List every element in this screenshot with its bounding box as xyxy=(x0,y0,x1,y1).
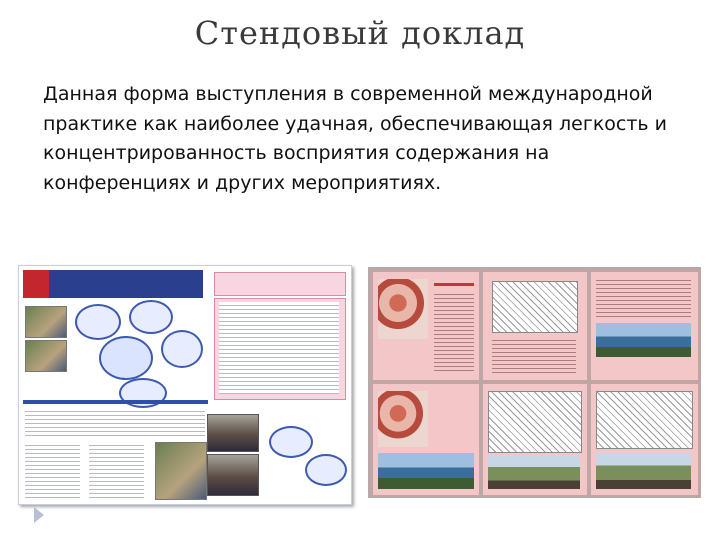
poster-bubble xyxy=(161,330,203,368)
poster-landscape-photo xyxy=(378,453,474,489)
poster-landscape-photo xyxy=(596,453,691,489)
poster-text-block xyxy=(89,442,144,498)
poster-photo-left xyxy=(18,265,352,505)
poster-sketch xyxy=(492,281,578,333)
poster-bubble xyxy=(75,304,121,340)
poster-landscape-photo xyxy=(596,323,691,357)
poster-text-block xyxy=(219,302,339,394)
bullet-arrow-icon xyxy=(34,507,44,523)
poster-group-photo xyxy=(207,414,259,452)
poster-photo-thumb xyxy=(25,306,67,338)
poster-divider xyxy=(23,400,208,404)
poster-bubble xyxy=(305,454,347,486)
poster-map xyxy=(378,279,428,339)
poster-bubble xyxy=(269,426,313,458)
poster-group-photo xyxy=(207,454,259,496)
poster-bubble xyxy=(99,336,153,380)
poster-photo-thumb xyxy=(25,340,67,372)
slide-title: Стендовый доклад xyxy=(194,14,526,52)
poster-header-bar xyxy=(23,270,203,298)
poster-logo xyxy=(23,270,49,298)
poster-text-block xyxy=(492,337,576,373)
poster-text-block xyxy=(596,277,691,317)
poster-text-block xyxy=(25,408,205,438)
poster-photo-right xyxy=(368,267,701,498)
poster-label-box xyxy=(214,272,346,296)
poster-title-line xyxy=(434,283,474,286)
slide-body-text: Данная форма выступления в современной международной практике как наиболее удачная, обеспечивающая легкость и концентрированность восприятия содержания на конференциях и других мероприятиях. xyxy=(43,83,668,194)
poster-landscape-photo xyxy=(488,455,580,489)
poster-map xyxy=(378,391,428,447)
poster-sketch xyxy=(596,391,693,449)
poster-bubble xyxy=(129,300,173,334)
poster-sketch xyxy=(488,391,582,453)
poster-text-block xyxy=(25,442,80,498)
poster-photo-thumb xyxy=(155,442,207,500)
poster-text-block xyxy=(434,291,474,371)
